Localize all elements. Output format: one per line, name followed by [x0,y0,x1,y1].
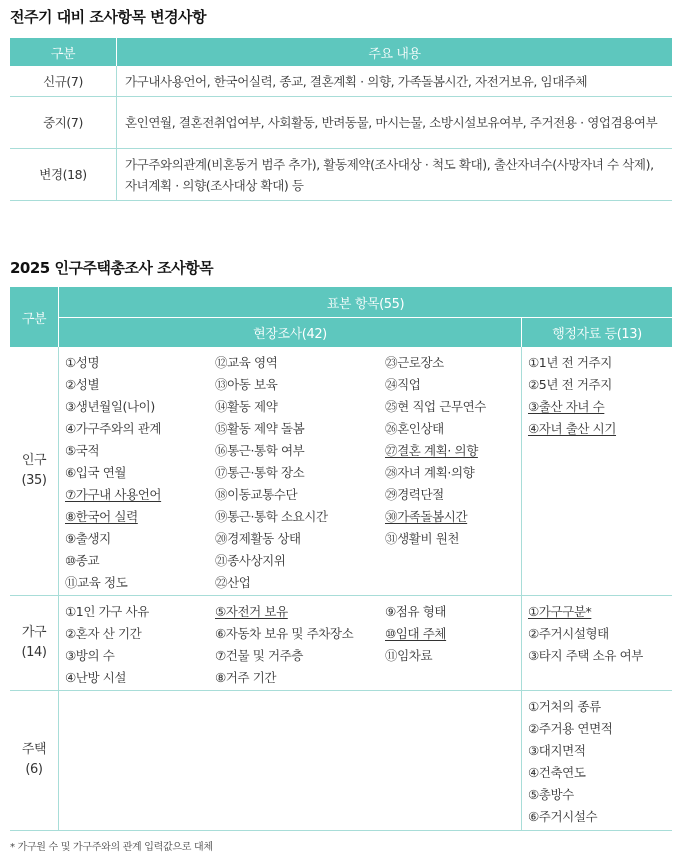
list-item: ④자녀 출산 시기 [528,421,617,436]
list-item: ②혼자 산 기간 [65,625,142,641]
list-item: ⑯통근·통학 여부 [215,443,305,458]
list-item: ⑧거주 기간 [215,669,277,685]
section2-title: 2025 인구주택총조사 조사항목 [10,259,214,277]
list-item: ⑤국적 [65,443,100,458]
list-item: ⑭활동 제약 [215,399,278,414]
list-item: ⑪임차료 [385,647,433,663]
list-item: ㉑종사상지위 [215,553,286,568]
household-label: 가구 (14) [21,624,47,660]
list-item: ④건축연도 [528,764,586,780]
list-item: ②주거용 연면적 [528,720,613,736]
list-item: ⑥주거시설수 [528,808,598,824]
list-item: ③대지면적 [528,742,586,758]
list-item: ⑤총방수 [528,786,574,802]
list-item: ㉘자녀 계획·의향 [385,465,475,480]
list-item: ㉗결혼 계획· 의향 [385,443,478,458]
list-item: ㉚가족돌봄시간 [385,509,468,524]
list-item: ㉙경력단절 [385,487,444,502]
list-item: ④가구주와의 관계 [65,421,162,436]
list-item: ②성별 [65,377,100,392]
population-label: 인구 (35) [21,452,47,488]
list-item: ⑳경제활동 상태 [215,531,301,546]
list-item: ④난방 시설 [65,669,127,685]
list-item: ㉔직업 [385,377,421,392]
list-item: ⑩임대 주체 [385,625,447,641]
list-item: ③생년월일(나이) [65,399,155,414]
list-item: ①성명 [65,355,100,370]
list-item: ⑧한국어 실력 [65,509,138,524]
list-item: ⑥입국 연월 [65,465,127,480]
changes-header-content: 주요 내용 [117,38,673,66]
list-item: ⑤자전거 보유 [215,603,288,619]
survey-items-table [10,287,672,831]
housing-field-items [59,690,522,830]
list-item: ⑲통근·통학 소요시간 [215,509,328,524]
list-item: ③출산 자녀 수 [528,399,605,414]
list-item: ⑪교육 정도 [65,575,128,590]
row-content-new: 가구내사용언어, 한국어실력, 종교, 결혼계획 · 의향, 가족돌봄시간, 자전거보유, 임대주체 [117,66,673,97]
table-row [10,347,672,595]
group-label-housing [10,690,59,830]
changes-header-category: 구분 [10,38,117,66]
list-item: ⑨점유 형태 [385,603,447,619]
header-admin-data: 행정자료 등(13) [522,318,673,348]
list-item: ㉕현 직업 근무연수 [385,399,486,414]
list-item: ①거처의 종류 [528,698,601,714]
row-label-stopped: 중지(7) [10,97,117,149]
item-list [385,352,486,594]
header-sample-items: 표본 항목(55) [59,287,673,318]
table-row [10,149,672,201]
list-item: ③방의 수 [65,647,115,663]
group-label-population [10,347,59,595]
list-item: ⑩종교 [65,553,100,568]
item-list [215,352,385,594]
list-item: ㉒산업 [215,575,251,590]
row-label-new: 신규(7) [10,66,117,97]
population-admin-items [522,347,673,595]
list-item: ①가구구분* [528,603,592,619]
table-row [10,66,672,97]
list-item: ①1인 가구 사유 [65,603,149,619]
list-item: ⑮활동 제약 돌봄 [215,421,305,436]
header-field-survey: 현장조사(42) [59,318,522,348]
list-item: ㉓근로장소 [385,355,444,370]
household-field-items [59,595,522,690]
list-item: ㉛생활비 원천 [385,531,460,546]
footnote: * 가구원 수 및 가구주와의 관계 입력값으로 대체 [10,842,213,853]
table-row [10,97,672,149]
housing-admin-items [522,690,673,830]
list-item: ⑰통근·통학 장소 [215,465,305,480]
list-item: ①1년 전 거주지 [528,355,612,370]
section1-title: 전주기 대비 조사항목 변경사항 [10,8,207,26]
header-category: 구분 [10,287,59,347]
table-row [10,595,672,690]
item-list [522,596,672,667]
housing-label: 주택 (6) [21,742,47,777]
population-field-items [59,347,522,595]
item-list [522,347,672,440]
row-content-changed: 가구주와의관계(비혼동거 범주 추가), 활동제약(조사대상 · 척도 확대), 출산자녀수(사망자녀 수 삭제), 자녀계획 · 의향(조사대상 확대) 등 [117,149,673,201]
list-item: ⑦가구내 사용언어 [65,487,162,502]
list-item: ㉖혼인상태 [385,421,444,436]
list-item: ⑥자동차 보유 및 주차장소 [215,625,354,641]
list-item: ⑦건물 및 거주층 [215,647,304,663]
household-admin-items [522,595,673,690]
row-label-changed: 변경(18) [10,149,117,201]
row-content-stopped: 혼인연월, 결혼전취업여부, 사회활동, 반려동물, 마시는물, 소방시설보유여부, 주거전용 · 영업겸용여부 [117,97,673,149]
list-item: ⑫교육 영역 [215,355,278,370]
changes-table [10,38,672,201]
list-item: ⑨출생지 [65,531,111,546]
list-item: ⑬아동 보육 [215,377,278,392]
item-list [522,691,672,828]
table-row [10,690,672,830]
list-item: ②5년 전 거주지 [528,377,612,392]
item-list [215,601,385,689]
item-list [65,601,215,689]
group-label-household [10,595,59,690]
list-item: ⑱이동교통수단 [215,487,298,502]
list-item: ②주거시설형태 [528,625,609,641]
item-list [65,352,215,594]
item-list [385,601,446,689]
list-item: ③타지 주택 소유 여부 [528,647,643,663]
